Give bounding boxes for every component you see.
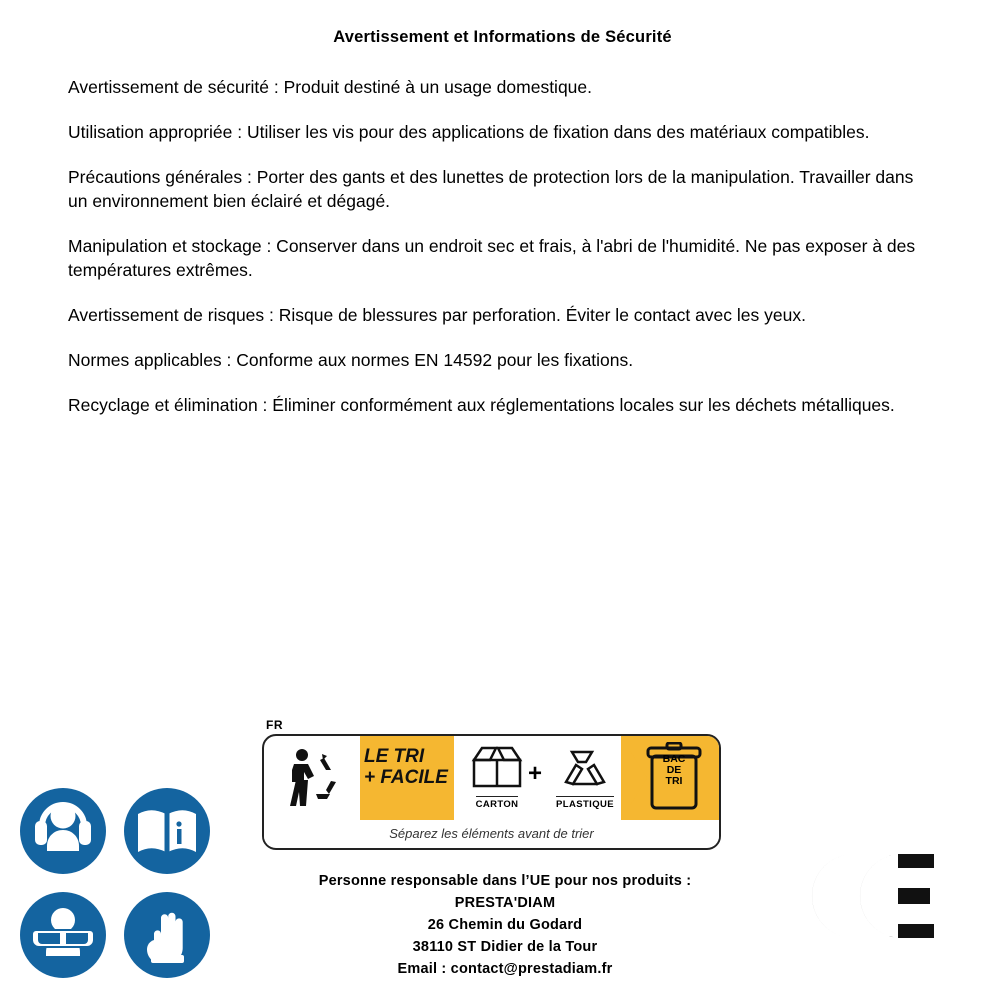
tri-lang-tag: FR xyxy=(266,718,283,732)
carton-icon xyxy=(460,742,534,794)
responsible-ue: UE xyxy=(529,873,551,889)
page-title: Avertissement et Informations de Sécurité xyxy=(333,28,672,46)
info-tri-banner xyxy=(262,718,717,848)
responsible-city: 38110 ST Didier de la Tour xyxy=(412,939,598,956)
responsible-person-block xyxy=(180,870,830,980)
triman-icon xyxy=(272,742,356,814)
ear-protection-icon xyxy=(20,788,106,874)
ce-mark-icon xyxy=(798,848,948,944)
responsible-intro-after: pour nos produits : xyxy=(550,873,692,889)
carton-caption: CARTON xyxy=(476,796,519,810)
responsible-intro xyxy=(180,870,830,892)
responsible-street: 26 Chemin du Godard xyxy=(427,917,583,934)
tri-item-plastique xyxy=(548,742,622,812)
read-instructions-icon xyxy=(124,788,210,874)
bin-label-line2: DE xyxy=(666,764,682,777)
eye-protection-icon xyxy=(20,892,106,978)
tri-plus-sign: + xyxy=(528,760,543,787)
paragraph-risk-warning: Avertissement de risques : Risque de blessures par perforation. Éviter le contact avec les yeux. xyxy=(68,304,806,325)
bin-label-line1: BAC xyxy=(662,753,686,765)
bac-de-tri-icon xyxy=(642,742,706,821)
paragraph-handling-storage: Manipulation et stockage : Conserver dans un endroit sec et frais, à l'abri de l'humidité. Ne pas exposer à des températures extrêmes. xyxy=(68,235,916,280)
tri-headline-line2: + FACILE xyxy=(364,767,448,789)
responsible-company: PRESTA'DIAM xyxy=(454,895,556,912)
paragraph-general-precautions: Précautions générales : Porter des gants et des lunettes de protection lors de la manipulation. Travailler dans un environnement bien éclairé et dégagé. xyxy=(68,166,914,211)
responsible-intro-before: Personne responsable dans l’ xyxy=(318,873,530,889)
safety-text-block xyxy=(68,76,930,439)
paragraph-applicable-standards: Normes applicables : Conforme aux normes EN 14592 pour les fixations. xyxy=(68,349,634,370)
tri-headline xyxy=(364,746,454,789)
plastique-caption: PLASTIQUE xyxy=(556,796,614,810)
plastique-icon xyxy=(548,742,622,794)
paragraph-recycling-disposal: Recyclage et élimination : Éliminer conformément aux réglementations locales sur les déchets métalliques. xyxy=(68,394,895,415)
responsible-email: Email : contact@prestadiam.fr xyxy=(397,961,613,978)
tri-box xyxy=(262,734,721,850)
tri-footer-text: Séparez les éléments avant de trier xyxy=(264,820,719,846)
tri-headline-line1: LE TRI xyxy=(364,746,425,767)
tri-item-carton xyxy=(460,742,534,812)
bin-label-line3: TRI xyxy=(665,775,683,788)
paragraph-proper-use: Utilisation appropriée : Utiliser les vis pour des applications de fixation dans des matériaux compatibles. xyxy=(68,121,870,142)
bac-de-tri-label xyxy=(648,754,700,787)
paragraph-safety-warning: Avertissement de sécurité : Produit destiné à un usage domestique. xyxy=(68,77,593,97)
